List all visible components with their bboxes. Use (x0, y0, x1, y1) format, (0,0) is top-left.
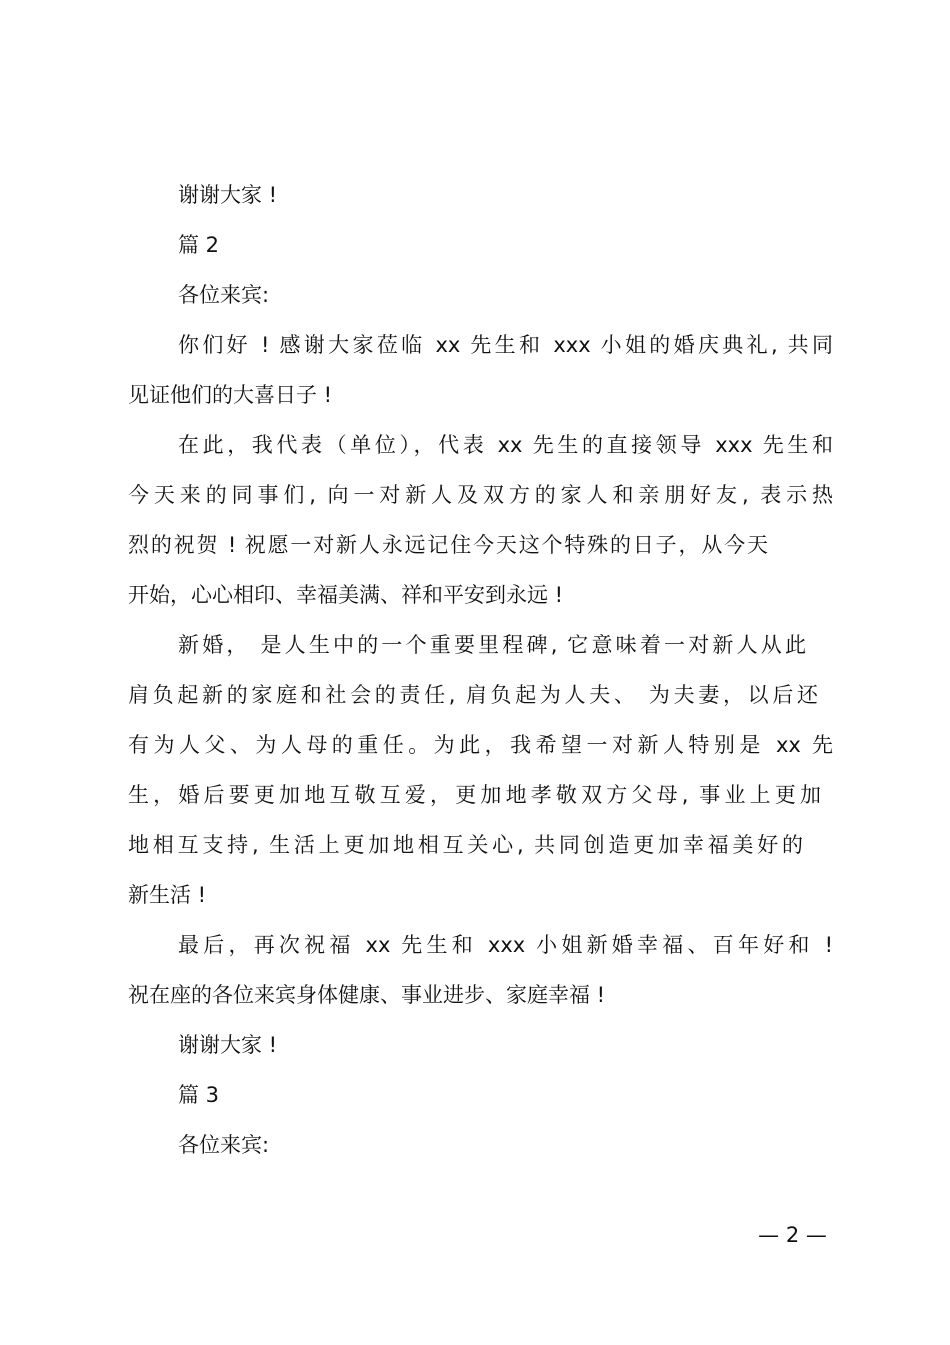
closing-thanks-1: 谢谢大家 ! (178, 183, 278, 207)
paragraph-marriage-line-4: 生，婚后要更加地互敬互爱，更加地孝敬双方父母, 事业上更加 (128, 783, 821, 807)
paragraph-marriage-line-5: 地相互支持, 生活上更加地相互关心, 共同创造更加幸福美好的 (128, 833, 803, 857)
paragraph-marriage-line-1: 新婚， 是人生中的一个重要里程碑, 它意味着一对新人从此 (178, 633, 806, 657)
page-number: — 2 — (758, 1223, 827, 1247)
paragraph-representation-line-3: 烈的祝贺 ! 祝愿一对新人永远记住今天这个特殊的日子，从今天 (128, 533, 768, 557)
paragraph-greeting-line-1: 你们好 ! 感谢大家莅临 xx 先生和 xxx 小姐的婚庆典礼, 共同 (178, 333, 833, 357)
paragraph-blessing-line-1: 最后，再次祝福 xx 先生和 xxx 小姐新婚幸福、百年好和 ! (178, 933, 833, 957)
paragraph-greeting-line-2: 见证他们的大喜日子 ! (128, 383, 333, 407)
paragraph-marriage-line-6: 新生活 ! (128, 883, 207, 907)
paragraph-blessing-line-2: 祝在座的各位来宾身体健康、事业进步、家庭幸福 ! (128, 983, 606, 1007)
paragraph-marriage-line-2: 肩负起新的家庭和社会的责任, 肩负起为人夫、 为夫妻，以后还 (128, 683, 818, 707)
paragraph-representation-line-4: 开始，心心相印、幸福美满、祥和平安到永远 ! (128, 583, 564, 607)
salutation-2: 各位来宾: (178, 283, 270, 307)
paragraph-representation-line-2: 今天来的同事们, 向一对新人及双方的家人和亲朋好友, 表示热 (128, 483, 833, 507)
salutation-3: 各位来宾: (178, 1133, 270, 1157)
closing-thanks-2: 谢谢大家 ! (178, 1033, 278, 1057)
paragraph-marriage-line-3: 有为人父、为人母的重任。为此，我希望一对新人特别是 xx 先 (128, 733, 833, 757)
section-heading-3: 篇 3 (178, 1083, 220, 1107)
section-heading-2: 篇 2 (178, 233, 220, 257)
paragraph-representation-line-1: 在此，我代表（单位），代表 xx 先生的直接领导 xxx 先生和 (178, 433, 833, 457)
